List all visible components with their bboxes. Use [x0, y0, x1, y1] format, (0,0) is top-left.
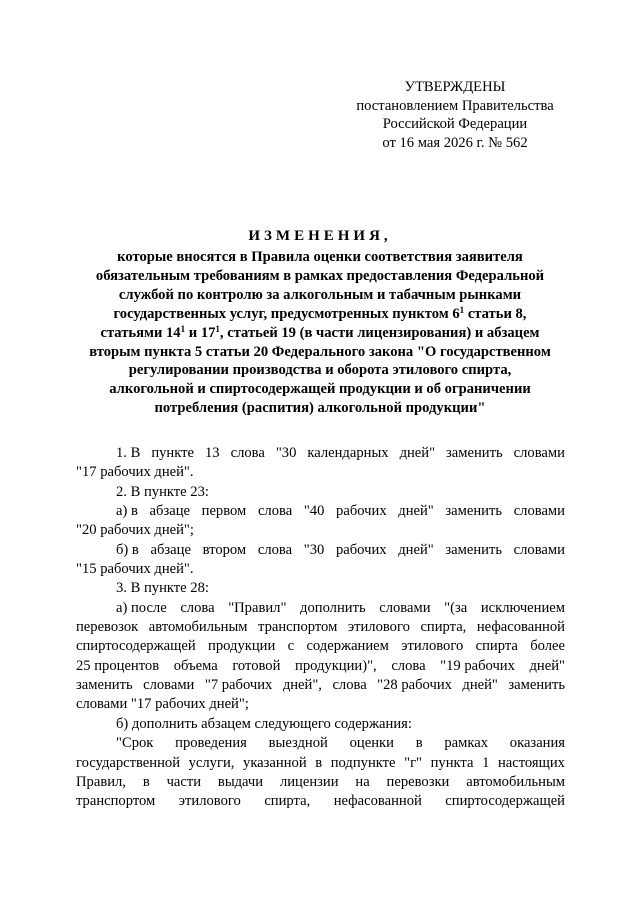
body-word: на	[355, 773, 370, 790]
body-word: автомобильным	[148, 619, 248, 636]
body-word: "30	[275, 445, 297, 461]
body-word: заменить	[445, 541, 502, 558]
body-word: 1	[482, 754, 490, 771]
body-word: этилового	[347, 619, 410, 636]
body-word: пункта	[430, 754, 474, 771]
body-word: услуги,	[188, 754, 235, 771]
body-word: нефасованной	[476, 619, 565, 636]
subtitle-text: статьями 14	[100, 324, 181, 341]
body-word: "19 рабочих	[440, 657, 515, 674]
body-word: нефасованной	[333, 793, 422, 810]
subtitle-text: статьи 8,	[464, 305, 527, 322]
body-word: дней"	[462, 677, 498, 694]
body-line	[76, 444, 565, 463]
body-line	[76, 599, 565, 618]
body-word: а) после	[116, 599, 167, 616]
body-word: "20 рабочих дней";	[76, 522, 194, 539]
body-word: слова	[332, 677, 367, 694]
body-line	[76, 715, 565, 734]
body-word: дней"	[398, 503, 434, 520]
body-line	[76, 734, 565, 753]
body-word: 3. В пункте 28:	[116, 580, 209, 597]
body-line	[76, 773, 565, 792]
body-word: "17 рабочих дней".	[76, 464, 194, 481]
body-line	[76, 695, 565, 714]
body-line	[76, 579, 565, 598]
body-word: перевозки	[386, 773, 450, 790]
body-word: транспортом	[76, 793, 156, 810]
approval-block	[345, 78, 565, 152]
body-word: оказания	[509, 735, 565, 752]
body-word: словами	[379, 599, 431, 616]
body-word: слова	[230, 445, 265, 461]
subtitle-text: , статьей 19 (в части лицензирования) и абзацем	[219, 324, 540, 341]
body-line	[76, 754, 565, 773]
subtitle-line: вторым пункта 5 статьи 20 Федерального закона "О государственном	[89, 343, 551, 360]
body-word: настоящих	[497, 754, 565, 771]
body-word: спирта,	[264, 793, 311, 810]
body-word: подпункте	[330, 754, 396, 771]
document-title: ИЗМЕНЕНИЯ,	[248, 228, 392, 244]
body-word: а) в	[116, 503, 138, 520]
body-line	[76, 676, 565, 695]
body-word: спирта,	[420, 619, 467, 636]
body-word: словами	[143, 677, 195, 694]
body-word: транспортом	[258, 619, 338, 636]
body-line	[76, 521, 565, 540]
body-word: словами "17 рабочих дней";	[76, 696, 249, 713]
body-word: Правил,	[76, 773, 126, 790]
body-word: 13	[205, 445, 220, 461]
body-word: в	[142, 773, 150, 790]
body-word: заменить	[508, 677, 565, 694]
approval-line: Российской Федерации	[382, 116, 528, 132]
body-word: рамках	[444, 735, 489, 752]
body-line	[76, 792, 565, 811]
body-word: спиртосодержащей	[445, 793, 565, 810]
superscript: 1	[459, 304, 465, 315]
approval-date: от 16 мая 2026 г. № 562	[382, 134, 528, 151]
body-word: дней"	[398, 541, 434, 558]
body-line	[76, 541, 565, 560]
body-word: государственной	[76, 754, 181, 771]
body-word: слова	[257, 503, 293, 520]
body-word: "15 рабочих дней".	[76, 561, 194, 578]
body-word: этилового	[178, 793, 241, 810]
body-word: "28 рабочих	[377, 677, 452, 694]
subtitle-line: обязательным требованиям в рамках предоставления Федеральной	[95, 267, 545, 284]
body-word: исключением	[480, 599, 565, 616]
body-word: готовой	[232, 657, 281, 674]
body-word: заменить	[445, 503, 503, 520]
body-line	[76, 502, 565, 521]
body-line	[76, 618, 565, 637]
approval-line: постановлением Правительства	[356, 97, 554, 114]
document-subtitle	[80, 248, 560, 418]
subtitle-line: регулировании производства и оборота этилового спирта,	[128, 362, 512, 379]
body-word: 25 процентов	[76, 657, 160, 674]
body-word: втором	[202, 541, 247, 558]
body-word: первом	[201, 503, 247, 520]
body-word: абзаце	[149, 503, 190, 520]
body-word: продукции	[208, 638, 276, 655]
body-word: более	[530, 638, 565, 655]
body-word: проведения	[175, 735, 247, 752]
body-word: абзаце	[150, 541, 191, 558]
body-word: с	[287, 638, 295, 655]
body-word: выдачи	[217, 773, 264, 790]
body-word: "г"	[404, 754, 423, 771]
body-word: спирта	[475, 638, 518, 655]
body-line	[76, 657, 565, 676]
body-word: заменить	[446, 445, 503, 461]
body-line	[76, 483, 565, 502]
body-word: "Правил"	[228, 599, 287, 616]
body-word: пункте	[151, 445, 194, 461]
body-word: б) в	[116, 541, 139, 558]
body-word: словами	[513, 445, 565, 461]
body-word: словами	[513, 541, 565, 558]
body-word: выездной	[268, 735, 328, 752]
body-line	[76, 637, 565, 656]
body-word: дней"	[399, 445, 436, 461]
body-word: в	[415, 735, 423, 752]
body-word: рабочих	[336, 503, 387, 520]
subtitle-text: государственных услуг, предусмотренных пунктом 6	[113, 305, 460, 322]
body-line	[76, 560, 565, 579]
body-word: 2. В пункте 23:	[116, 483, 209, 500]
body-word: спиртосодержащей	[76, 638, 196, 655]
subtitle-line	[80, 324, 560, 343]
body-word: этилового	[401, 638, 464, 655]
body-word: слова	[257, 541, 293, 558]
body-word: 1. В	[116, 445, 141, 461]
body-word: "(за	[444, 599, 468, 616]
body-word: словами	[513, 503, 565, 520]
approval-heading: УТВЕРЖДЕНЫ	[404, 79, 506, 95]
body-word: дней"	[529, 657, 565, 674]
body-word: "7 рабочих	[204, 677, 273, 694]
superscript: 1	[215, 323, 220, 334]
body-word: лицензии	[279, 773, 339, 790]
subtitle-line	[80, 305, 560, 324]
body-word: содержанием	[306, 638, 389, 655]
body-word: заменить	[76, 677, 133, 694]
body-word: рабочих	[335, 541, 387, 558]
body-word: "30	[303, 541, 325, 558]
document-body	[76, 444, 565, 812]
body-word: автомобильным	[466, 773, 565, 790]
body-word: в	[315, 754, 323, 771]
body-word: объема	[173, 657, 218, 674]
body-word: слова	[180, 599, 215, 616]
body-word: календарных	[307, 445, 389, 461]
superscript: 1	[180, 323, 186, 334]
body-word: оценки	[349, 735, 394, 752]
body-word: дней",	[282, 677, 322, 694]
body-word: перевозок	[76, 619, 139, 636]
subtitle-line: потребления (распития) алкогольной продукции"	[154, 400, 486, 417]
subtitle-line: службой по контролю за алкогольным и табачным рынками	[118, 286, 522, 303]
subtitle-text: и 17	[185, 324, 216, 341]
subtitle-line: алкогольной и спиртосодержащей продукции и об ограничении	[109, 381, 531, 398]
body-word: части	[166, 773, 202, 790]
body-word: указанной	[243, 754, 307, 771]
body-line	[76, 463, 565, 482]
subtitle-line: которые вносятся в Правила оценки соответствия заявителя	[117, 249, 523, 265]
body-word: б) дополнить абзацем следующего содержания:	[116, 715, 412, 732]
body-word: "40	[303, 503, 325, 520]
body-word: слова	[391, 657, 426, 674]
body-word: продукции)",	[295, 657, 377, 674]
body-word: "Срок	[116, 735, 154, 752]
body-word: дополнить	[300, 599, 366, 616]
